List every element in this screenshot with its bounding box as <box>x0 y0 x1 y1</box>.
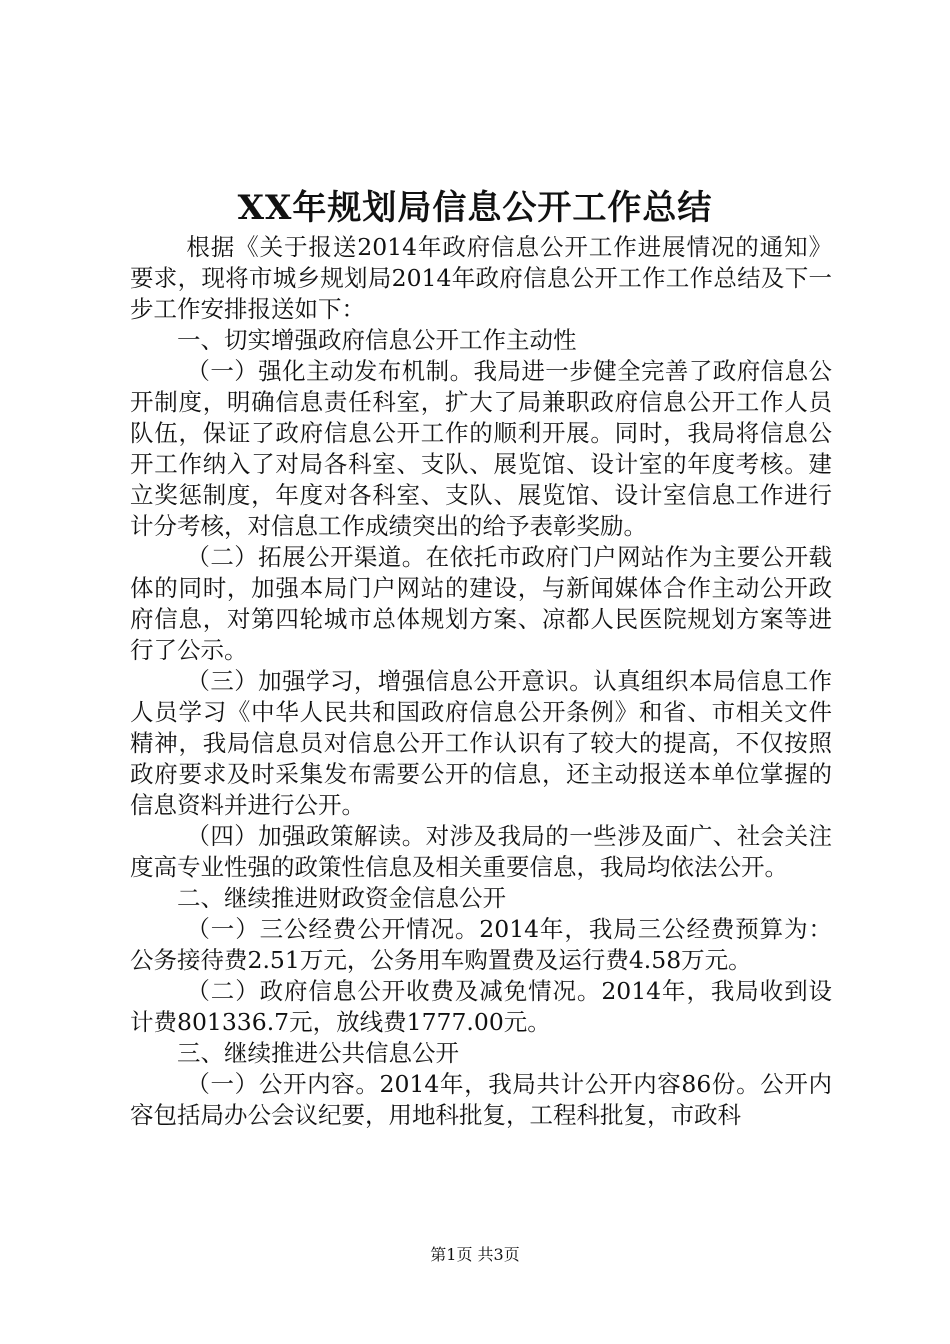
page-footer: 第1页 共3页 <box>430 1245 520 1264</box>
paragraph-2-1: （一）三公经费公开情况。2014年，我局三公经费预算为：公务接待费2.51万元，公务用车购置费及运行费4.58万元。 <box>130 915 832 974</box>
document-body <box>130 232 832 1131</box>
intro-paragraph: 根据《关于报送2014年政府信息公开工作进展情况的通知》要求，现将市城乡规划局2014年政府信息公开工作工作总结及下一步工作安排报送如下： <box>130 233 832 323</box>
paragraph-1-2: （二）拓展公开渠道。在依托市政府门户网站作为主要公开载体的同时，加强本局门户网站的建设，与新闻媒体合作主动公开政府信息，对第四轮城市总体规划方案、凉都人民医院规划方案等进行了公示。 <box>130 543 832 664</box>
paragraph-1-4: （四）加强政策解读。对涉及我局的一些涉及面广、社会关注度高专业性强的政策性信息及相关重要信息，我局均依法公开。 <box>130 822 832 881</box>
section-heading-1: 一、切实增强政府信息公开工作主动性 <box>177 326 577 354</box>
paragraph-1-3: （三）加强学习，增强信息公开意识。认真组织本局信息工作人员学习《中华人民共和国政府信息公开条例》和省、市相关文件精神，我局信息员对信息公开工作认识有了较大的提高，不仅按照政府要求及时采集发布需要公开的信息，还主动报送本单位掌握的信息资料并进行公开。 <box>130 667 832 819</box>
section-heading-3: 三、继续推进公共信息公开 <box>177 1039 459 1067</box>
document-title: XX年规划局信息公开工作总结 <box>237 188 713 228</box>
section-heading-2: 二、继续推进财政资金信息公开 <box>177 884 506 912</box>
paragraph-1-1: （一）强化主动发布机制。我局进一步健全完善了政府信息公开制度，明确信息责任科室，扩大了局兼职政府信息公开工作人员队伍，保证了政府信息公开工作的顺利开展。同时，我局将信息公开工作纳入了对局各科室、支队、展览馆、设计室的年度考核。建立奖惩制度，年度对各科室、支队、展览馆、设计室信息工作进行计分考核，对信息工作成绩突出的给予表彰奖励。 <box>130 357 832 540</box>
paragraph-3-1: （一）公开内容。2014年，我局共计公开内容86份。公开内容包括局办公会议纪要，用地科批复，工程科批复，市政科 <box>130 1070 832 1129</box>
paragraph-2-2: （二）政府信息公开收费及减免情况。2014年，我局收到设计费801336.7元，放线费1777.00元。 <box>130 977 832 1036</box>
